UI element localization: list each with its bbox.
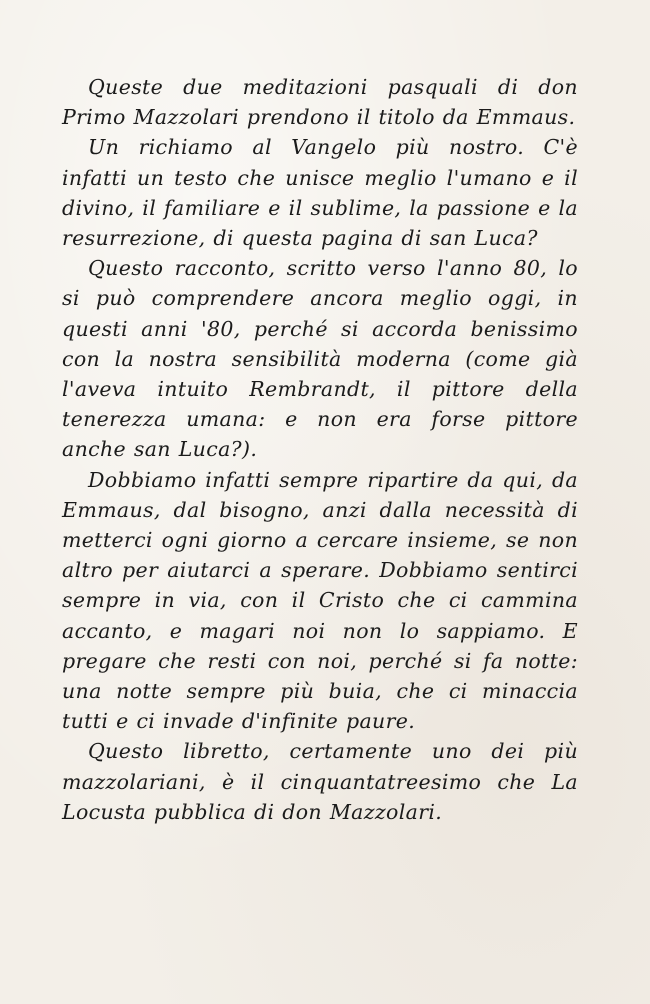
paragraph-1: Queste due meditazioni pasquali di don Primo Mazzolari prendono il titolo da Emmaus. <box>62 75 578 130</box>
paragraph-4: Dobbiamo infatti sempre ripartire da qui, da Emmaus, dal bisogno, anzi dalla necessità di metterci ogni giorno a cercare insieme, se non altro per aiutarci a sperare. Dobbiamo sentirci sempre in via, con il Cristo che ci cammina accanto, e magari noi non lo sappiamo. E pregare che resti con noi, perché si fa notte: una notte sempre più buia, che ci minaccia tutti e ci invade d'infinite paure. <box>62 467 578 734</box>
paragraph-5: Questo libretto, certamente uno dei più mazzolariani, è il cinquantatreesimo che La Locusta pubblica di don Mazzolari. <box>62 739 578 824</box>
paragraph-2: Un richiamo al Vangelo più nostro. C'è infatti un testo che unisce meglio l'umano e il divino, il familiare e il sublime, la passione e la resurrezione, di questa pagina di san Luca? <box>62 135 578 251</box>
body-text <box>62 72 578 827</box>
paragraph-3: Questo racconto, scritto verso l'anno 80, lo si può comprendere ancora meglio oggi, in questi anni '80, perché si accorda benissimo con la nostra sensibilità moderna (come già l'aveva intuito Rembrandt, il pittore della tenerezza umana: e non era forse pittore anche san Luca?). <box>62 256 578 462</box>
